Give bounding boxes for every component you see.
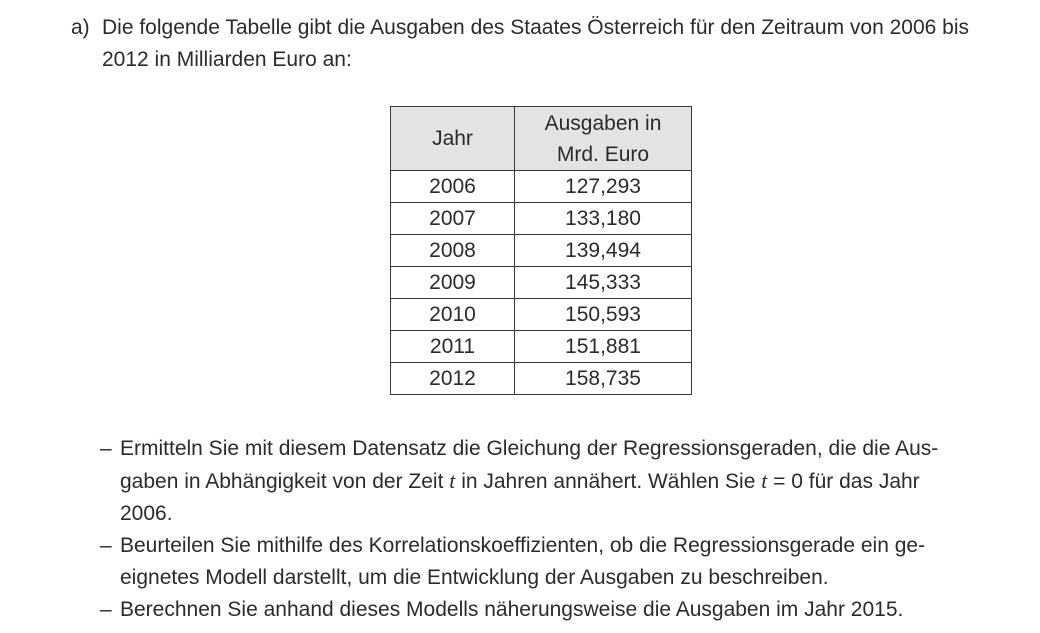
bullet-dash: – [100, 598, 112, 621]
cell-year: 2012 [391, 363, 515, 395]
cell-year: 2008 [391, 235, 515, 267]
subtask-text: Beurteilen Sie mithilfe des Korrelationskoeffizienten, ob die Regressionsgerade ein ge- [120, 534, 926, 557]
subtask-text: Berechnen Sie anhand dieses Modells näherungsweise die Ausgaben im Jahr 2015. [120, 598, 904, 621]
subtask-text: gaben in Abhängigkeit von der Zeit [120, 470, 450, 493]
table-row [391, 203, 692, 235]
subtask-list [100, 433, 1000, 626]
cell-year: 2006 [391, 171, 515, 203]
variable-t: t [761, 468, 768, 493]
cell-value: 151,881 [515, 331, 692, 363]
table-row [391, 235, 692, 267]
subtask-text: 2006. [120, 502, 173, 525]
bullet-dash: – [100, 437, 112, 460]
table-row [391, 299, 692, 331]
cell-value: 139,494 [515, 235, 692, 267]
table-row [391, 331, 692, 363]
task-a [71, 12, 1001, 76]
expenditure-table [390, 106, 692, 395]
subtask-regression [100, 433, 1000, 530]
cell-year: 2011 [391, 331, 515, 363]
header-expenditure [515, 107, 692, 171]
cell-year: 2007 [391, 203, 515, 235]
table-row [391, 267, 692, 299]
subtask-text: Ermitteln Sie mit diesem Datensatz die Gleichung der Regressionsgeraden, die die Aus- [120, 437, 939, 460]
subtask-text: eignetes Modell darstellt, um die Entwicklung der Ausgaben zu beschreiben. [120, 566, 829, 589]
subtask-correlation [100, 530, 1000, 594]
header-expenditure-line2: Mrd. Euro [556, 142, 650, 166]
subtask-text: = 0 für das Jahr [767, 470, 920, 493]
cell-year: 2010 [391, 299, 515, 331]
table-header-row [391, 107, 692, 171]
task-intro-text: Die folgende Tabelle gibt die Ausgaben des Staates Österreich für den Zeitraum von 2006 bis 2012 in Milliarden Euro an: [102, 16, 969, 71]
variable-t: t [449, 468, 456, 493]
header-expenditure-line1: Ausgaben in [544, 111, 662, 135]
cell-year: 2009 [391, 267, 515, 299]
header-year: Jahr [391, 107, 515, 171]
table-row [391, 171, 692, 203]
task-label: a) [71, 16, 90, 39]
cell-value: 150,593 [515, 299, 692, 331]
cell-value: 133,180 [515, 203, 692, 235]
table-row [391, 363, 692, 395]
cell-value: 127,293 [515, 171, 692, 203]
cell-value: 145,333 [515, 267, 692, 299]
subtask-text: in Jahren annähert. Wählen Sie [455, 470, 762, 493]
subtask-forecast [100, 594, 1000, 626]
cell-value: 158,735 [515, 363, 692, 395]
bullet-dash: – [100, 534, 112, 557]
